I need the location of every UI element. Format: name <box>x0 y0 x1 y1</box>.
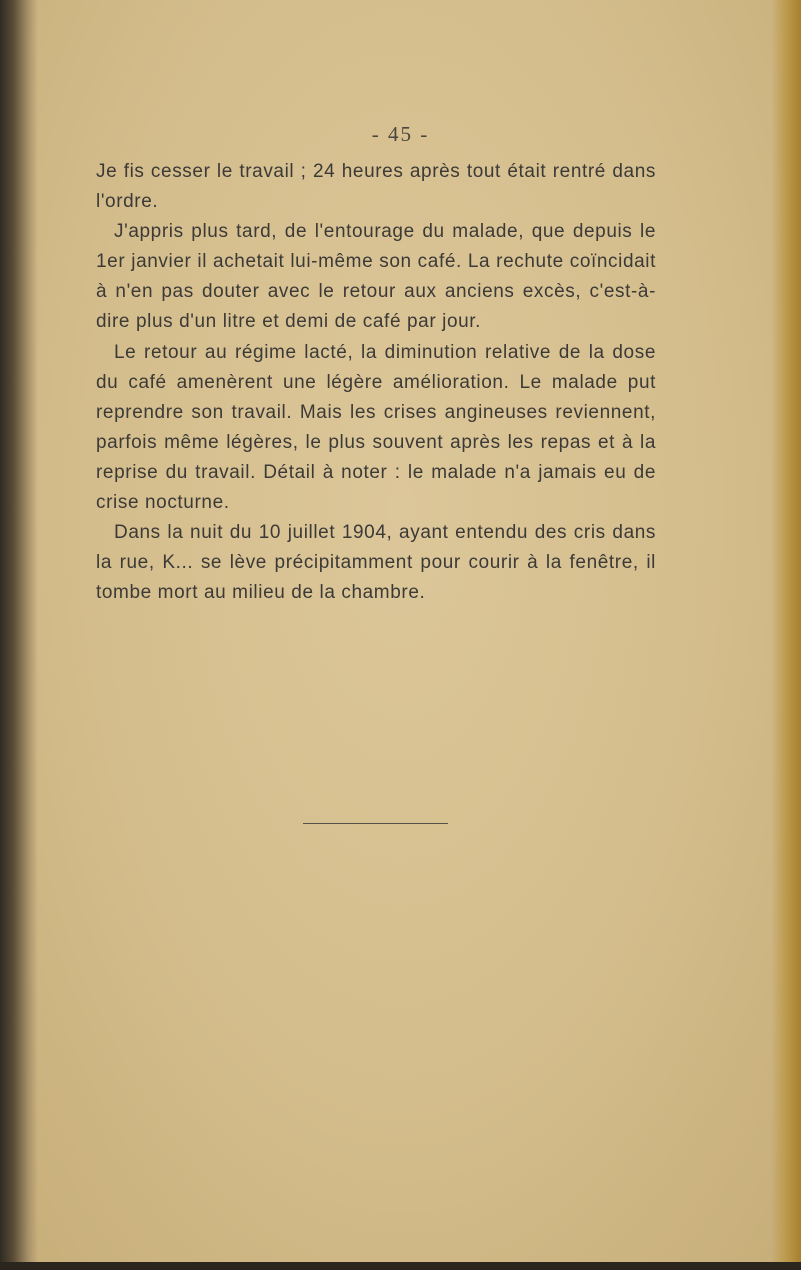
paragraph-2: J'appris plus tard, de l'entourage du malade, que depuis le 1er janvier il achetait lui-même son café. La rechute coïncidait à n'en pas douter avec le retour aux anciens excès, c'est-à-dire plus d'un litre et demi de café par jour. <box>96 221 656 333</box>
section-divider-rule <box>303 823 448 824</box>
body-text <box>96 157 656 608</box>
page-edge-discoloration <box>771 0 801 1270</box>
page-number: - 45 - <box>371 122 430 146</box>
book-spine-shadow <box>0 0 38 1270</box>
paragraph-4: Dans la nuit du 10 juillet 1904, ayant entendu des cris dans la rue, K... se lève précipitamment pour courir à la fenêtre, il tombe mort au milieu de la chambre. <box>96 522 656 604</box>
page-bottom-edge <box>0 1262 801 1270</box>
paragraph-3: Le retour au régime lacté, la diminution relative de la dose du café amenèrent une légère amélioration. Le malade put reprendre son travail. Mais les crises angineuses reviennent, parfois même légères, le plus souvent après les repas et à la reprise du travail. Détail à noter : le malade n'a jamais eu de crise nocturne. <box>96 341 656 514</box>
paragraph-1: Je fis cesser le travail ; 24 heures après tout était rentré dans l'ordre. <box>96 161 656 213</box>
